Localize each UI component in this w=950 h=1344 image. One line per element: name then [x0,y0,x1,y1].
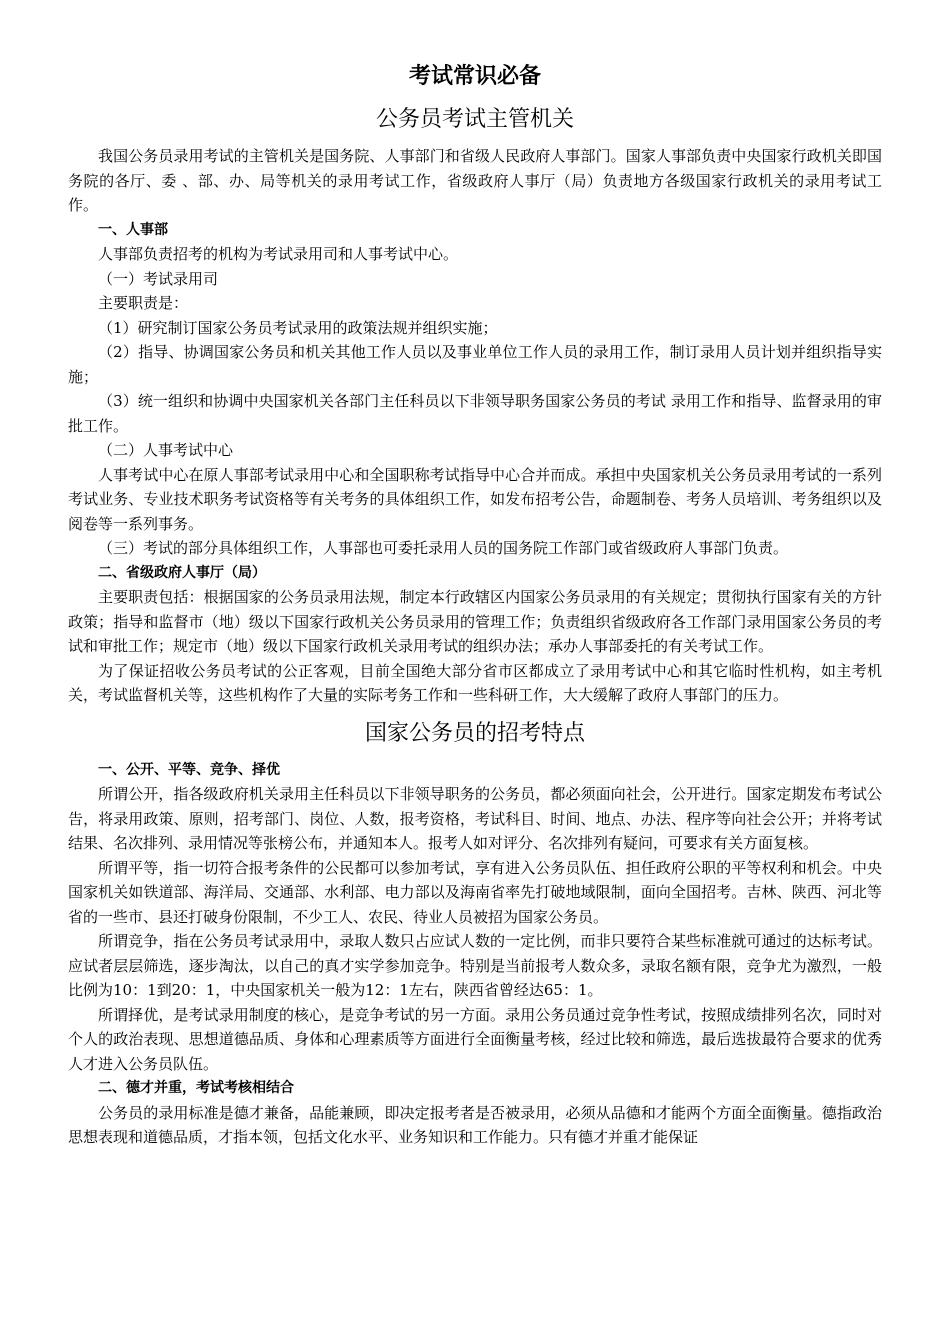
paragraph: 为了保证招收公务员考试的公正客观，目前全国绝大部分省市区都成立了录用考试中心和其它临时性机构，如主考机关，考试监督机关等，这些机构作了大量的实际考务工作和一些科研工作，大大缓解了政府人事部门的压力。 [68,661,882,704]
paragraph: （1）研究制订国家公务员考试录用的政策法规并组织实施； [98,318,498,337]
paragraph: （三）考试的部分具体组织工作，人事部也可委托录用人员的国务院工作部门或省级政府人事部门负责。 [98,539,789,557]
paragraph: （3）统一组织和协调中央国家机关各部门主任科员以下非领导职务国家公务员的考试 录用工作和指导、监督录用的审批工作。 [68,392,882,435]
paragraph: 人事考试中心在原人事部考试录用中心和全国职称考试指导中心合并而成。承担中央国家机关公务员录用考试的一系列考试业务、专业技术职务考试资格等有关考务的具体组织工作，如发布招考公告，命题制卷、考务人员培训、考务组织以及阅卷等一系列事务。 [68,465,882,533]
section-heading: 二、德才并重，考试考核相结合 [98,1080,294,1096]
paragraph: 所谓平等，指一切符合报考条件的公民都可以参加考试，享有进入公务员队伍、担任政府公职的平等权利和机会。中央国家机关如铁道部、海洋局、交通部、水利部、电力部以及海南省率先打破地域限制，面向全国招考。吉林、陕西、河北等省的一些市、县还打破身份限制，不少工人、农民、待业人员被招为国家公务员。 [68,858,882,926]
paragraph: 主要职责是： [98,294,189,312]
paragraph: 所谓竞争，指在公务员考试录用中，录取人数只占应试人数的一定比例，而非只要符合某些标准就可通过的达标考试。应试者层层筛选，逐步淘汰，以自己的真才实学参加竞争。特别是当前报考人数众多，录取名额有限，竞争尤为激烈，一般比例为10：1到20：1，中央国家机关一般为12：1左右，陕西省曾经达65：1。 [68,932,882,999]
document-title: 考试常识必备 [408,64,541,89]
paragraph: 公务员的录用标准是德才兼备，品能兼顾，即决定报考者是否被录用，必须从品德和才能两个方面全面衡量。德指政治思想表现和道德品质，才指本领，包括文化水平、业务知识和工作能力。只有德才并重才能保证 [68,1103,882,1146]
paragraph: 主要职责包括：根据国家的公务员录用法规，制定本行政辖区内国家公务员录用的有关规定；贯彻执行国家有关的方针政策；指导和监督市（地）级以下国家行政机关公务员录用的管理工作；负责组织省级政府各工作部门录用国家公务员的考试和审批工作；规定市（地）级以下国家行政机关录用考试的组织办法；承办人事部委托的有关考试工作。 [68,588,882,655]
paragraph: （二）人事考试中心 [98,441,234,459]
section-title: 国家公务员的招考特点 [364,720,585,746]
paragraph: 所谓择优，是考试录用制度的核心，是竞争考试的另一方面。录用公务员通过竞争性考试，按照成绩排列名次，同时对个人的政治表现、思想道德品质、身体和心理素质等方面进行全面衡量考核，经过比较和筛选，最后选拔最符合要求的优秀人才进入公务员队伍。 [68,1005,882,1073]
section-heading: 一、公开、平等、竞争、择优 [98,761,280,778]
section-heading: 一、人事部 [98,221,168,238]
document-page [68,62,882,1150]
paragraph: 我国公务员录用考试的主管机关是国务院、人事部门和省级人民政府人事部门。国家人事部负责中央国家行政机关即国务院的各厅、委 、部、办、局等机关的录用考试工作，省级政府人事厅（局）负责地方各级国家行政机关的录用考试工作。 [68,147,882,214]
paragraph: 人事部负责招考的机构为考试录用司和人事考试中心。 [98,245,459,263]
section-heading: 二、省级政府人事厅（局） [98,564,266,581]
paragraph: （一）考试录用司 [98,269,219,288]
paragraph: 所谓公开，指各级政府机关录用主任科员以下非领导职务的公务员，都必须面向社会，公开进行。国家定期发布考试公告，将录用政策、原则，招考部门、岗位、人数，报考资格，考试科目、时间、地点、办法、程序等向社会公开；并将考试结果、名次排列、录用情况等张榜公布，并通知本人。报考人如对评分、名次排列有疑问，可要求有关方面复核。 [68,785,882,852]
section-title: 公务员考试主管机关 [375,107,574,132]
paragraph: （2）指导、协调国家公务员和机关其他工作人员以及事业单位工作人员的录用工作，制订录用人员计划并组织指导实施； [68,343,882,386]
